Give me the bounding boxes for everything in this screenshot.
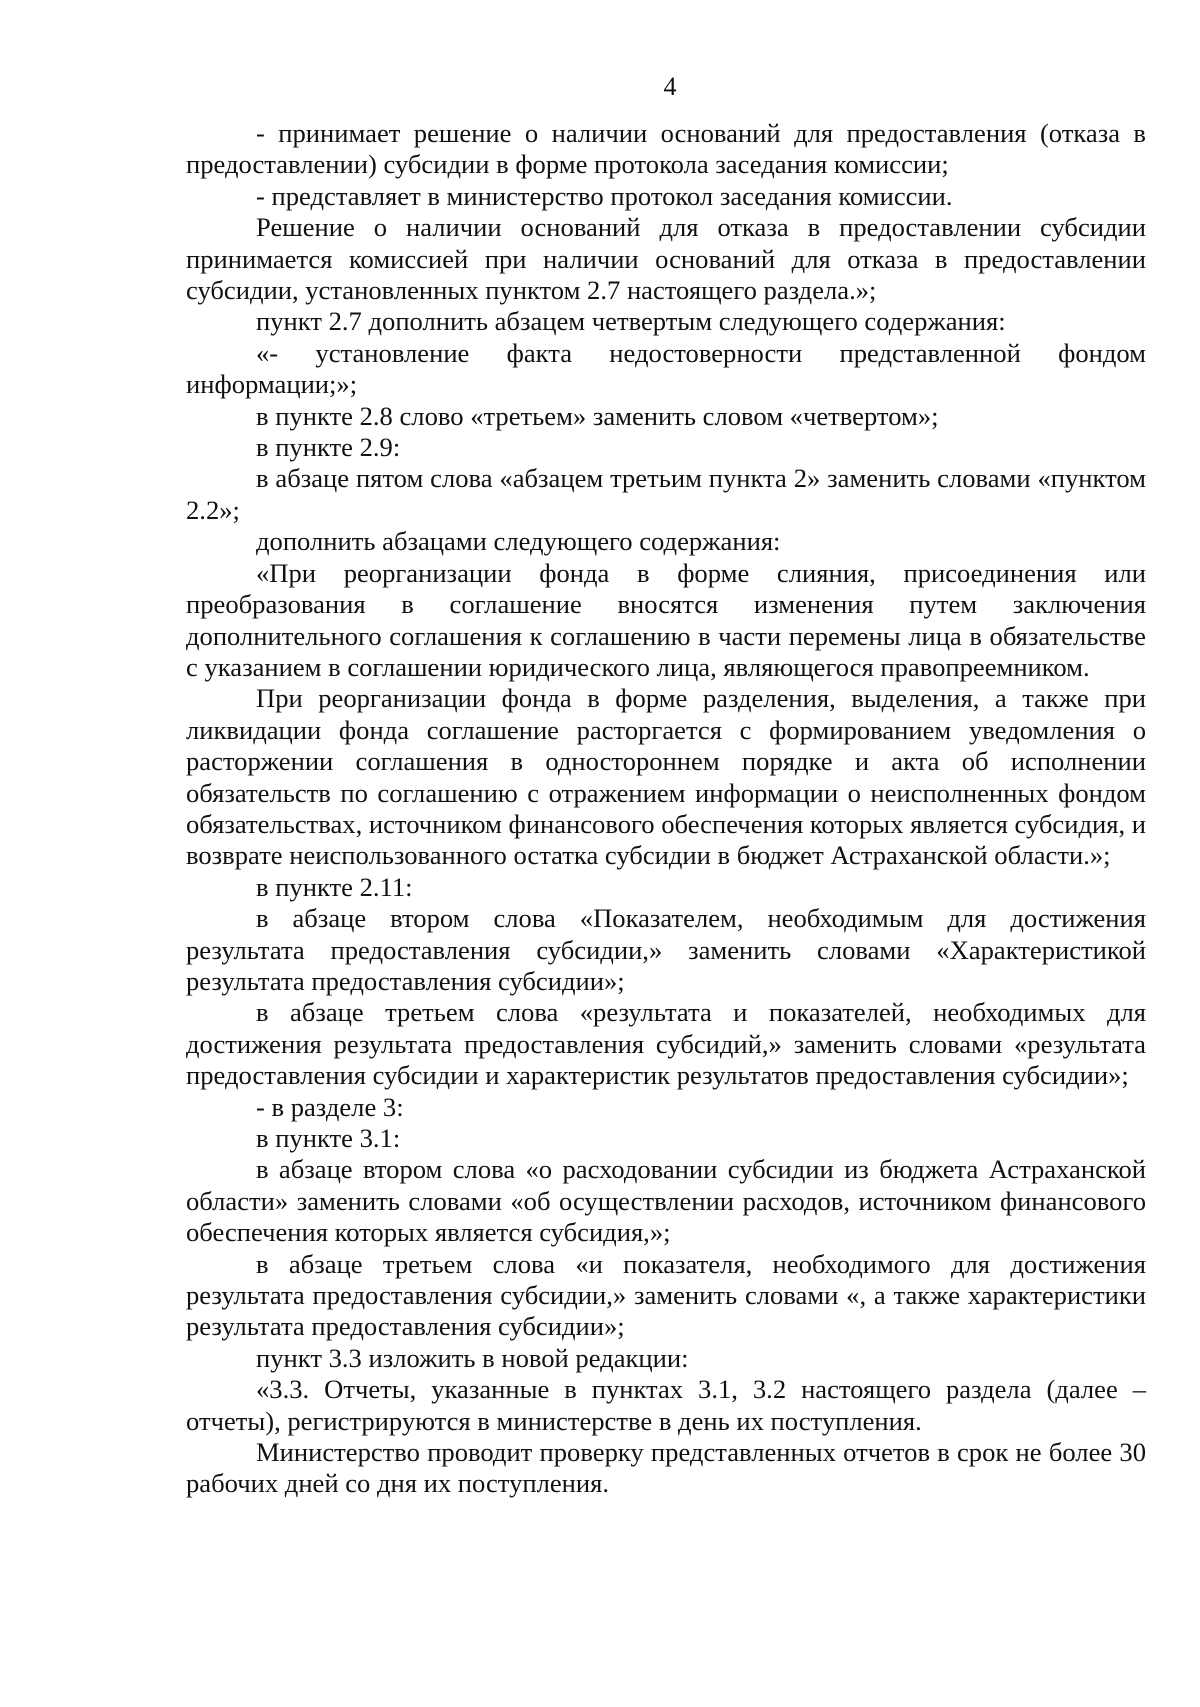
paragraph: - принимает решение о наличии оснований для предоставления (отказа в предоставлении) субсидии в форме протокола заседания комиссии; [186,118,1146,180]
paragraph: в пункте 3.1: [256,1123,401,1153]
paragraph: «3.3. Отчеты, указанные в пунктах 3.1, 3.2 настоящего раздела (далее – отчеты), регистрируются в министерстве в день их поступления. [186,1374,1146,1436]
paragraph: Решение о наличии оснований для отказа в предоставлении субсидии принимается комиссией при наличии оснований для отказа в предоставлении субсидии, установленных пунктом 2.7 настоящего раздела.»; [186,212,1146,306]
paragraph: - представляет в министерство протокол заседания комиссии. [256,180,953,211]
paragraph: пункт 3.3 изложить в новой редакции: [256,1342,689,1373]
paragraph: Министерство проводит проверку представленных отчетов в срок не более 30 рабочих дней со дня их поступления. [186,1437,1146,1499]
paragraph: - в разделе 3: [256,1091,404,1122]
paragraph: При реорганизации фонда в форме разделения, выделения, а также при ликвидации фонда соглашение расторгается с формированием уведомления о расторжении соглашения в одностороннем порядке и акта об исполнении обязательств по соглашению с отражением информации о неисполненных фондом обязательствах, источником финансового обеспечения которых является субсидия, и возврате неиспользованного остатка субсидии в бюджет Астраханской области.»; [186,683,1146,871]
paragraph: в абзаце пятом слова «абзацем третьим пункта 2» заменить словами «пунктом 2.2»; [186,463,1146,525]
paragraph: в абзаце втором слова «о расходовании субсидии из бюджета Астраханской области» заменить словами «об осуществлении расходов, источником финансового обеспечения которых является субсидия,»; [186,1154,1146,1248]
page-number: 4 [663,72,677,101]
paragraph: «При реорганизации фонда в форме слияния, присоединения или преобразования в соглашение вносятся изменения путем заключения дополнительного соглашения к соглашению в части перемены лица в обязательстве с указанием в соглашении юридического лица, являющегося правопреемником. [186,557,1146,682]
paragraph: в абзаце третьем слова «и показателя, необходимого для достижения результата предоставления субсидии,» заменить словами «, а также характеристики результата предоставления субсидии»; [186,1248,1146,1342]
paragraph: в пункте 2.8 слово «третьем» заменить словом «четвертом»; [256,400,939,431]
paragraph: в абзаце третьем слова «результата и показателей, необходимых для достижения результата предоставления субсидий,» заменить словами «результата предоставления субсидии и характеристик результатов предоставления субсидии»; [186,997,1146,1091]
paragraph: дополнить абзацами следующего содержания: [256,526,781,557]
paragraph: в абзаце втором слова «Показателем, необходимым для достижения результата предоставления субсидии,» заменить словами «Характеристикой результата предоставления субсидии»; [186,903,1146,996]
paragraph: «- установление факта недостоверности представленной фондом информации;»; [186,337,1146,400]
paragraph: в пункте 2.11: [256,871,413,902]
document-body [186,118,1146,1500]
paragraph: пункт 2.7 дополнить абзацем четвертым следующего содержания: [256,306,1006,337]
paragraph: в пункте 2.9: [256,432,401,463]
